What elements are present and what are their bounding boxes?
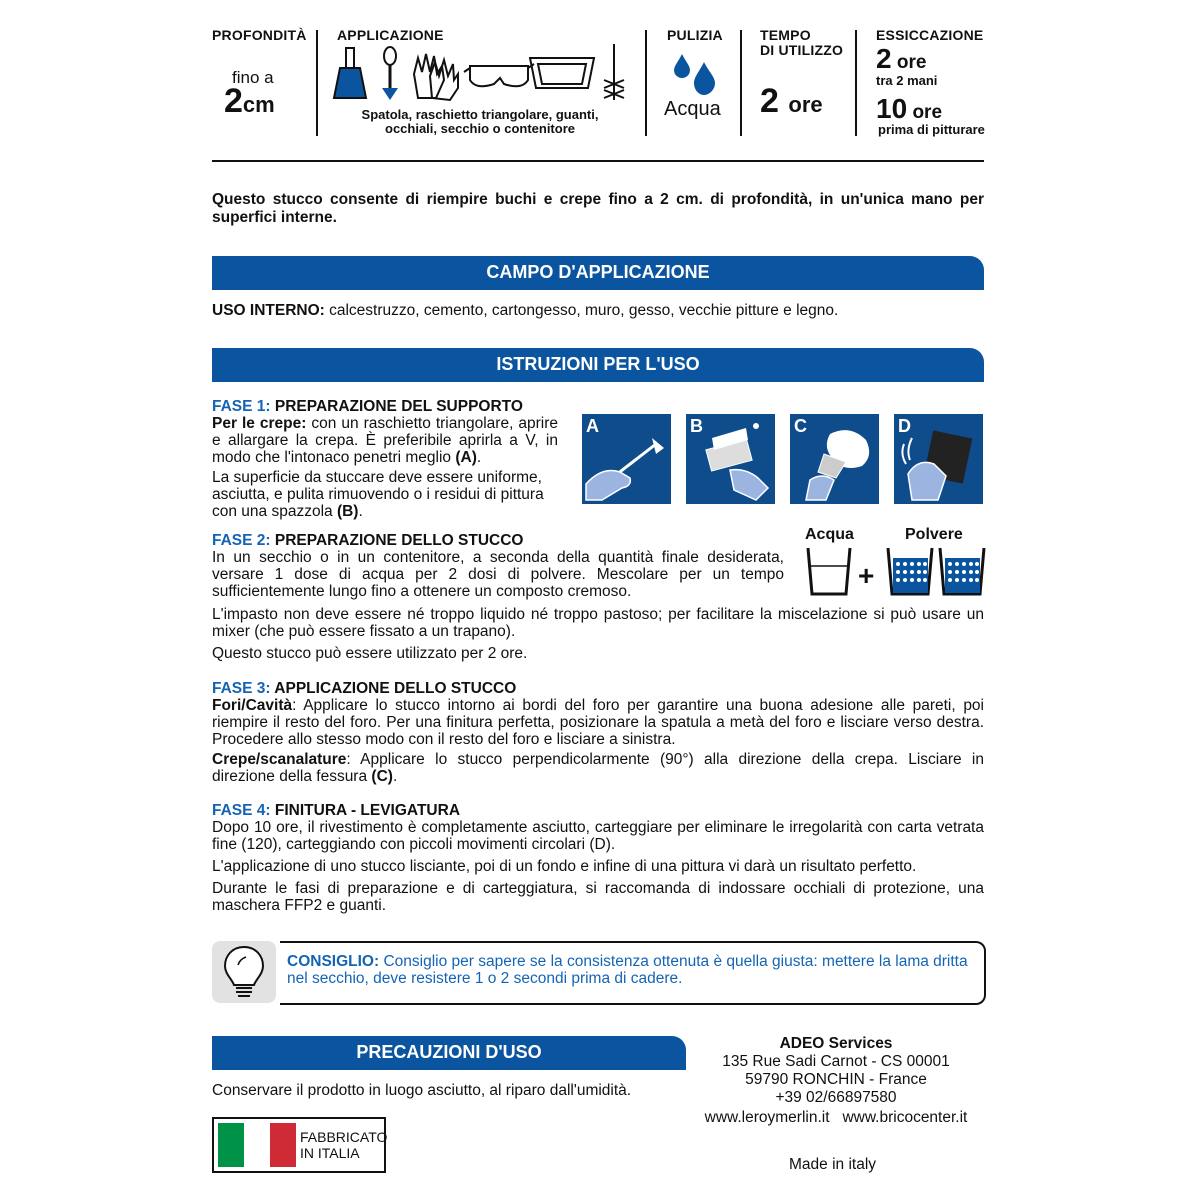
- flag-white: [244, 1123, 270, 1167]
- tools-icons: [332, 44, 632, 108]
- essiccazione-value-2: 10 ore: [876, 93, 943, 124]
- essiccazione-note-1: tra 2 mani: [876, 73, 938, 88]
- mixing-ratio-icons: [804, 544, 988, 600]
- divider: [645, 30, 647, 136]
- divider: [740, 30, 742, 136]
- tip-text: CONSIGLIO: Consiglio per sapere se la consistenza ottenuta è quella giusta: mettere la lama dritta nel secchio, deve resistere 1 o 2 secondi prima di cadere.: [287, 953, 968, 987]
- made-in-italy-badge: [212, 1117, 386, 1173]
- header-rule: [212, 160, 984, 162]
- tip-icon-box: [212, 941, 276, 1003]
- polvere-label: Polvere: [905, 526, 963, 543]
- essiccazione-note-2: prima di pitturare: [878, 122, 985, 137]
- essiccazione-value-1: 2 ore: [876, 43, 927, 74]
- flag-red: [270, 1123, 296, 1167]
- gloves-icon: [414, 54, 458, 100]
- company-address: ADEO Services 135 Rue Sadi Carnot - CS 00001 59790 RONCHIN - France +39 02/66897580 www.leroymerlin.it www.bricocenter.it: [704, 1035, 968, 1126]
- fase1-heading: FASE 1: PREPARAZIONE DEL SUPPORTO: [212, 398, 523, 415]
- step-c-image: C: [790, 414, 879, 504]
- water-cup-icon: [808, 548, 850, 594]
- fase2-block-cont: L'impasto non deve essere né troppo liquido né troppo pastoso; per facilitare la miscelazione si può usare un mixer (che può essere fissato a un trapano). Questo stucco può essere utilizzato per 2 ore.: [212, 606, 984, 662]
- made-in-italy-note: Made in italy: [789, 1156, 877, 1173]
- water-drops-icon: [668, 52, 720, 98]
- applicazione-label: APPLICAZIONE: [337, 27, 444, 43]
- intro-text: Questo stucco consente di riempire buchi e crepe fino a 2 cm. di profondità, in un'unica mano per superfici interne.: [212, 191, 984, 226]
- fase2-heading: FASE 2: PREPARAZIONE DELLO STUCCO: [212, 532, 524, 549]
- fase3-heading: FASE 3: APPLICAZIONE DELLO STUCCO: [212, 680, 517, 697]
- safety-glasses-icon: [464, 64, 534, 86]
- campo-text: USO INTERNO: calcestruzzo, cemento, cartongesso, muro, gesso, vecchie pitture e legno.: [212, 302, 839, 319]
- lightbulb-icon: [212, 941, 276, 1003]
- fase4-block: FASE 4: FINITURA - LEVIGATURA Dopo 10 ore, il rivestimento è completamente asciutto, carteggiare per eliminare le irregolarità con carta vetrata fine (120), carteggiando con piccoli movimenti circolari (D). L'applicazione di uno stucco lisciante, poi di un fondo e infine di una pittura vi darà un risultato perfetto. Durante le fasi di preparazione e di carteggiatura, si raccomanda di indossare occhiali di protezione, una maschera FFP2 e guanti.: [212, 802, 984, 914]
- website-link-1[interactable]: www.leroymerlin.it: [704, 1109, 830, 1126]
- pulizia-label: PULIZIA: [667, 27, 723, 43]
- tray-icon: [530, 58, 594, 88]
- essiccazione-label: ESSICCAZIONE: [876, 27, 984, 43]
- profondita-prefix: fino a: [232, 68, 274, 87]
- made-in-italy-text: FABBRICATO IN ITALIA: [300, 1129, 388, 1161]
- spatula-icon: [334, 48, 366, 98]
- step-b-image: B: [686, 414, 775, 504]
- tempo-value: 2 ore: [760, 82, 823, 120]
- mixer-icon: [604, 44, 624, 100]
- step-d-image: D: [894, 414, 983, 504]
- istruzioni-banner: ISTRUZIONI PER L'USO: [212, 348, 984, 382]
- acqua-label: Acqua: [805, 526, 854, 543]
- tools-caption: Spatola, raschietto triangolare, guanti, occhiali, secchio o contenitore: [361, 107, 599, 136]
- tempo-label: TEMPO DI UTILIZZO: [760, 27, 844, 58]
- divider: [316, 30, 318, 136]
- precauzioni-text: Conservare il prodotto in luogo asciutto, al riparo dall'umidità.: [212, 1082, 632, 1099]
- step-a-image: A: [582, 414, 671, 504]
- triangular-scraper-icon: [382, 47, 398, 100]
- fase2-block: FASE 2: PREPARAZIONE DELLO STUCCO In un secchio o in un contenitore, a seconda della quantità finale desiderata, versare 1 dose di acqua per 2 dosi di polvere. Mescolare per un tempo sufficientemente lungo fino a ottenere un composto cremoso.: [212, 532, 784, 600]
- fase1-block: FASE 1: PREPARAZIONE DEL SUPPORTO Per le crepe: con un raschietto triangolare, aprire e allargare la crepa. È preferibile aprirla a V, in modo che l'intonaco penetri meglio (A). La superficie da stuccare deve essere uniforme, asciutta, e pulita rimuovendo o i residui di pittura con una spazzola (B).: [212, 398, 559, 520]
- divider: [855, 30, 857, 136]
- profondita-value: 2cm: [224, 82, 275, 120]
- pulizia-value: Acqua: [664, 98, 721, 120]
- fase3-block: FASE 3: APPLICAZIONE DELLO STUCCO Fori/Cavità: Applicare lo stucco intorno ai bordi del foro per garantire una buona adesione alle pareti, poi riempire il resto del foro. Per una finitura perfetta, posizionare la spatula a metà del foro e lisciare verso destra. Procedere allo stesso modo con il resto del foro e lisciare a sinistra. Crepe/scanalature: Applicare lo stucco perpendicolarmente (90°) alla direzione della crepa. Lisciare in direzione della fessura (C).: [212, 680, 984, 785]
- flag-green: [218, 1123, 244, 1167]
- plus-sign: +: [858, 560, 875, 591]
- campo-banner: CAMPO D'APPLICAZIONE: [212, 256, 984, 290]
- website-link-2[interactable]: www.bricocenter.it: [842, 1109, 968, 1126]
- profondita-label: PROFONDITÀ: [212, 27, 307, 43]
- precauzioni-banner: PRECAUZIONI D'USO: [212, 1036, 686, 1070]
- fase4-heading: FASE 4: FINITURA - LEVIGATURA: [212, 802, 461, 819]
